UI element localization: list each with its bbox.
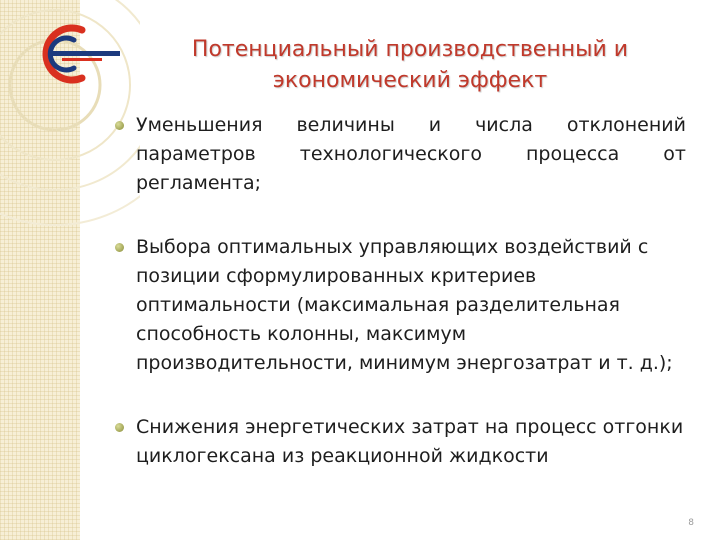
bullet-item-deviation-reduction	[114, 111, 686, 198]
page-number: 8	[688, 518, 694, 528]
bullet-item-energy-reduction	[114, 413, 686, 471]
bullet-text: Снижения энергетических затрат на процесс отгонки циклогексана из реакционной жидкости	[136, 416, 684, 467]
bullet-icon	[115, 423, 124, 432]
company-logo	[22, 18, 122, 90]
bullet-item-optimal-control	[114, 233, 686, 378]
bullet-list	[114, 111, 686, 471]
bullet-icon	[115, 121, 124, 130]
slide-title: Потенциальный производственный и экономический эффект	[191, 37, 629, 93]
bullet-icon	[115, 243, 124, 252]
bullet-text: Выбора оптимальных управляющих воздействий с позиции сформулированных критериев оптимальности (максимальная разделительная способность колонны, максимум производительности, минимум энергозатрат и т. д.);	[136, 236, 673, 374]
bullet-text: Уменьшения величины и числа отклонений параметров технологического процесса от регламента;	[136, 114, 686, 194]
